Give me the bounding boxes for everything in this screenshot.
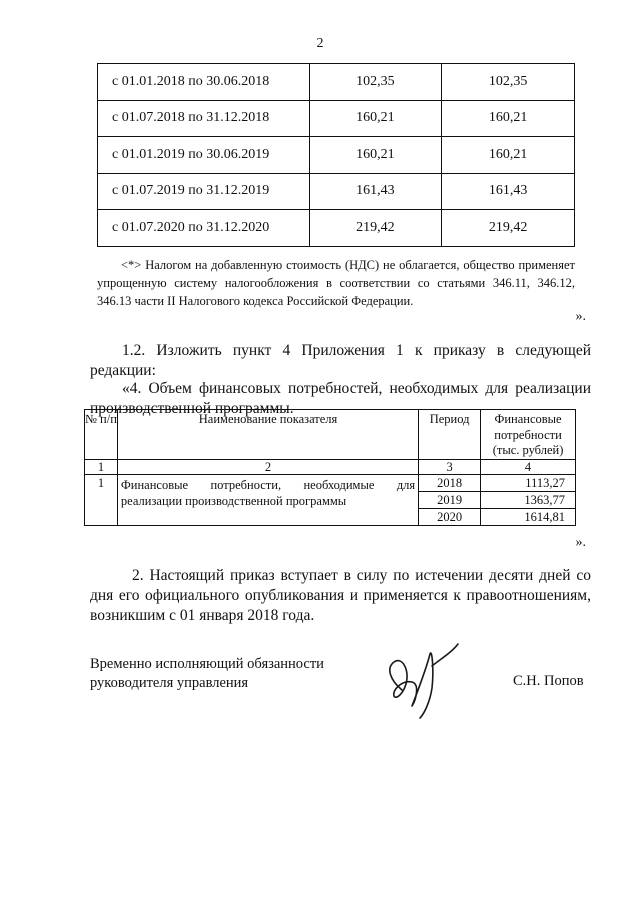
- signatory-position-line1: Временно исполняющий обязанности: [90, 656, 324, 672]
- tariff-value-2: 160,21: [442, 137, 575, 174]
- header-needs: Финансовые потребности (тыс. рублей): [481, 410, 576, 460]
- paragraph-1-2-text: 1.2. Изложить пункт 4 Приложения 1 к приказу в следующей редакции:: [90, 342, 591, 379]
- period-cell: с 01.07.2019 по 31.12.2019: [98, 173, 310, 210]
- closing-quote: ».: [575, 309, 586, 324]
- value-cell: 1614,81: [481, 509, 576, 526]
- table-row: [98, 210, 575, 247]
- period-cell: с 01.01.2019 по 30.06.2019: [98, 137, 310, 174]
- table-header-row: [85, 410, 576, 460]
- table-row: [98, 173, 575, 210]
- paragraph-1-2: [90, 341, 591, 381]
- col-number: 3: [419, 460, 481, 475]
- table-row: [85, 475, 576, 492]
- tariff-value-2: 161,43: [442, 173, 575, 210]
- tariff-value-1: 219,42: [309, 210, 442, 247]
- period-cell: с 01.07.2018 по 31.12.2018: [98, 100, 310, 137]
- signatory-name: С.Н. Попов: [513, 673, 584, 689]
- closing-quote: ».: [575, 535, 586, 550]
- tariff-value-2: 160,21: [442, 100, 575, 137]
- tariff-value-1: 161,43: [309, 173, 442, 210]
- header-number: № п/п: [85, 410, 118, 460]
- col-number: 1: [85, 460, 118, 475]
- paragraph-2: [90, 566, 591, 625]
- financial-needs-table: [84, 409, 576, 526]
- footnote-text: <*> Налогом на добавленную стоимость (НДС) не облагается, общество применяет упрощенную систему налогообложения в соответствии со статьями 346.11, 346.12, 346.13 части II Налогового кодекса Российской Федерации.: [97, 258, 575, 309]
- paragraph-4-text: «4. Объем финансовых потребностей, необходимых для реализации производственной программы.: [90, 380, 591, 417]
- indicator-name: [117, 475, 418, 526]
- tariff-value-2: 102,35: [442, 64, 575, 101]
- paragraph-2-text: 2. Настоящий приказ вступает в силу по истечении десяти дней со дня его официального опубликования и применяется к правоотношениям, возникшим с 01 января 2018 года.: [90, 567, 591, 624]
- table-column-numbers-row: [85, 460, 576, 475]
- row-number: 1: [85, 475, 118, 526]
- period-cell: с 01.01.2018 по 30.06.2018: [98, 64, 310, 101]
- signatory-position-line2: руководителя управления: [90, 674, 249, 691]
- indicator-name-line2: реализации производственной программы: [120, 494, 347, 508]
- col-number: 4: [481, 460, 576, 475]
- signatory-position: [90, 655, 324, 693]
- period-cell: 2018: [419, 475, 481, 492]
- col-number: 2: [117, 460, 418, 475]
- indicator-name-line1: Финансовые потребности, необходимые для: [120, 478, 416, 492]
- period-cell: 2019: [419, 492, 481, 509]
- table-row: [98, 100, 575, 137]
- table-row: [98, 64, 575, 101]
- handwritten-signature: [372, 640, 462, 724]
- header-period: Период: [419, 410, 481, 460]
- tariff-table: [97, 63, 575, 247]
- table-row: [98, 137, 575, 174]
- tariff-value-1: 160,21: [309, 137, 442, 174]
- tariff-value-2: 219,42: [442, 210, 575, 247]
- period-cell: 2020: [419, 509, 481, 526]
- page-number: 2: [316, 36, 324, 51]
- period-cell: с 01.07.2020 по 31.12.2020: [98, 210, 310, 247]
- header-indicator: Наименование показателя: [117, 410, 418, 460]
- value-cell: 1113,27: [481, 475, 576, 492]
- tariff-value-1: 160,21: [309, 100, 442, 137]
- value-cell: 1363,77: [481, 492, 576, 509]
- tariff-value-1: 102,35: [309, 64, 442, 101]
- footnote: [97, 256, 575, 310]
